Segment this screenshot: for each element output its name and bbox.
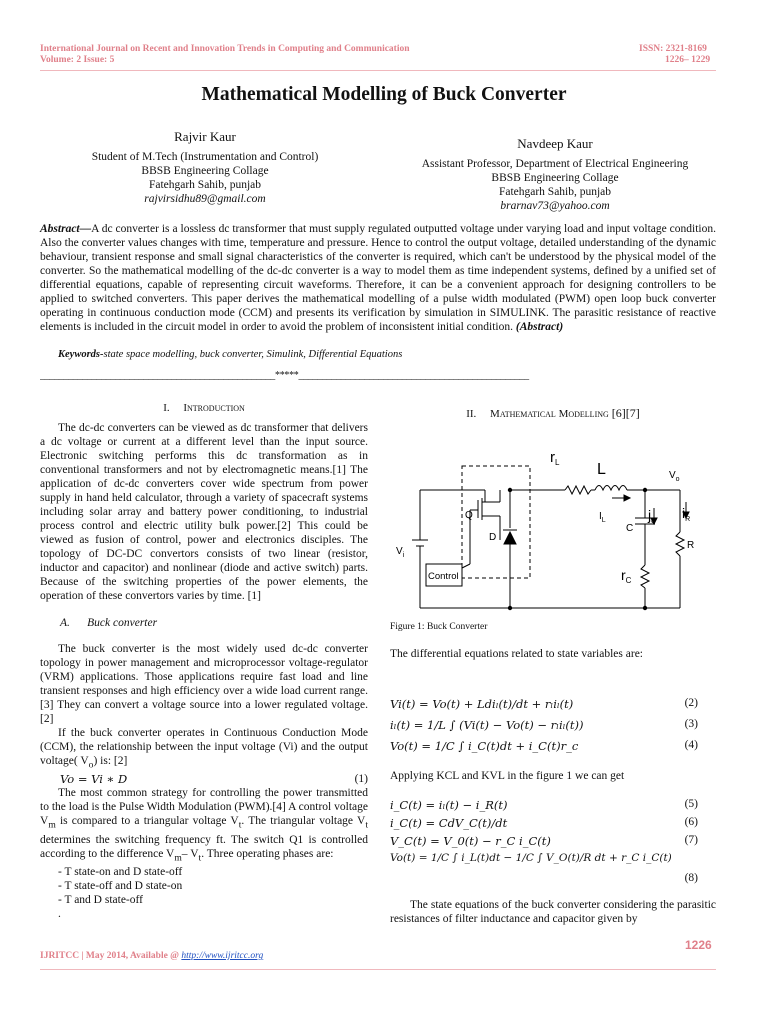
intro-paragraph: The dc-dc converters can be viewed as dc transformer that delivers a dc voltage or current at a different level than the input source. Electronic switching performs this dc transformation as in conventional transformers and not by electromagnetic means.[1] The application of dc-dc converters cover wide spectrum from power supply in hand held calculator, through a variety of spacecraft systems including solar array and battery power conditioning, to industrial process control and electric utility bulk power.[2] This could be viewed as fusion of control, power and electronics disciples. The topology of DC-DC convertors consists of two linear (resistor, inductor and capacitor) and nonlinear (diode and active switch) parts. Because of the switching properties of the power elements, the operation of these convertors varies by time. [1] xyxy=(40,422,368,602)
journal-volume: Volume: 2 Issue: 5 xyxy=(40,55,115,65)
keywords-text: state space modelling, buck converter, Simulink, Differential Equations xyxy=(103,349,403,360)
author-1-line1: Student of M.Tech (Instrumentation and Control) xyxy=(91,151,319,163)
section-2-title: Mathematical Modelling xyxy=(490,408,609,420)
equation-2-num: (2) xyxy=(684,697,698,709)
vi-label: $V_i$ xyxy=(396,546,405,559)
load-r-label: R xyxy=(687,540,695,551)
equation-7-text: V_C(t) = V_0(t) − r_C i_C(t) xyxy=(390,834,551,848)
footer-text xyxy=(40,951,263,961)
author-1-line3: Fatehgarh Sahib, punjab xyxy=(148,179,262,191)
equation-5-num: (5) xyxy=(684,798,698,810)
p3-sub2: t xyxy=(238,819,242,831)
p3-c: . The triangular voltage V xyxy=(241,815,366,828)
buck-paragraph-2-end: ) is: [2] xyxy=(93,755,128,767)
vo-label: $V_o$ xyxy=(669,470,680,483)
author-2-line1: Assistant Professor, Department of Electrical Engineering xyxy=(421,158,689,170)
equation-2-text: Vi(t) = Vo(t) + Ldiₗ(t)/dt + rₗiₗ(t) xyxy=(390,697,574,711)
p3-d: determines the switching frequency ft. The switch Q1 is controlled according to the difference V xyxy=(40,833,368,860)
author-2-name: Navdeep Kaur xyxy=(517,136,593,151)
keywords xyxy=(58,349,402,360)
equation-8-text: Vo(t) = 1/C ∫ i_L(t)dt − 1/C ∫ V_O(t)/R dt + r_C i_C(t) xyxy=(390,852,672,864)
author-2 xyxy=(385,137,725,213)
equation-3-num: (3) xyxy=(684,718,698,730)
equation-8 xyxy=(390,852,698,888)
p3-sub4: m xyxy=(174,851,182,863)
equation-1-num: (1) xyxy=(354,773,368,786)
left-column xyxy=(40,401,368,921)
equation-4 xyxy=(390,739,698,755)
author-2-email: brarnav73@yahoo.com xyxy=(500,200,610,212)
equation-6-text: i_C(t) = CdV_C(t)/dt xyxy=(390,816,508,830)
p3-sub3: t xyxy=(365,819,368,831)
capacitor-label: C xyxy=(626,523,634,534)
section-2-num: II. xyxy=(466,408,477,420)
equation-2 xyxy=(390,697,698,713)
equation-3-text: iₗ(t) = 1/L ∫ (Vi(t) − Vo(t) − rₗiₗ(t)) xyxy=(390,718,584,732)
paper-title: Mathematical Modelling of Buck Converter xyxy=(201,84,567,105)
section-1-title: Introduction xyxy=(183,402,245,414)
p3-sub5: t xyxy=(198,851,202,863)
equation-3 xyxy=(390,718,698,734)
abstract-text: A dc converter is a lossless dc transformer that must supply regulated outputted voltage under varying load and input voltage condition. Also the converter values changes with time, temperature and pressure. Hence to control the output voltage, detailed understanding of the dynamic behaviour, transient response and small signal characteristics of the converter is required, which can't be understood by the physical model of the converter. So the mathematical modelling of the dc-dc converter is a way to model them as time independent systems, defined by a unified set of differential equations, capable of representing circuit waveforms. Therefore, it can be a convenient approach for designing controllers to be applied to switched converters. This paper derives the mathematical modelling of a pulse width modulated (PWM) open loop buck converter operating in continuous conduction mode (CCM) and presents its verification by simulation in SIMULINK. The parasitic resistance of reactive elements is included in the circuit model in order to avoid the problem of inconsistent initial condition. xyxy=(40,223,716,333)
switch-q-label: Q xyxy=(465,510,473,521)
operating-phases-list xyxy=(40,865,368,921)
abstract-separator: __________________________________________________*****_________________________________________________ xyxy=(40,370,529,381)
footer-link[interactable]: http://www.ijritcc.org xyxy=(181,951,264,961)
section-1-heading xyxy=(40,401,368,415)
page-number: 1226 xyxy=(685,938,712,952)
rl-label: $r_L$ xyxy=(550,449,560,467)
ic-label: $j_c$ xyxy=(648,507,655,525)
inductor-label: L xyxy=(597,461,606,478)
abstract-tail: (Abstract) xyxy=(515,321,564,333)
buck-paragraph-3 xyxy=(40,786,368,865)
abstract-label: Abstract— xyxy=(40,223,92,235)
diode-d-label: D xyxy=(489,532,497,543)
rc-label: $r_C$ xyxy=(621,567,632,585)
footer-rule xyxy=(40,969,716,970)
control-block-label: Control xyxy=(428,571,459,582)
abstract xyxy=(40,222,716,334)
journal-pages: 1226– 1229 xyxy=(665,55,711,65)
buck-paragraph-2-text: If the buck converter operates in Continuous Conduction Mode (CCM), the relationship between the input voltage (Vi) and the output voltage( V xyxy=(40,727,368,767)
il-label: $I_L$ xyxy=(599,511,606,524)
equation-5-text: i_C(t) = iₗ(t) − i_R(t) xyxy=(390,798,508,812)
p3-b: is compared to a triangular voltage V xyxy=(55,815,239,828)
figure-caption: Figure 1: Buck Converter xyxy=(390,622,488,632)
equation-8-num: (8) xyxy=(684,872,698,884)
equation-4-text: Vo(t) = 1/C ∫ i_C(t)dt + i_C(t)r_c xyxy=(390,739,579,753)
author-2-line3: Fatehgarh Sahib, punjab xyxy=(498,186,612,198)
p3-e: – V xyxy=(181,847,199,860)
keywords-label: Keywords- xyxy=(58,349,104,360)
equation-1-text: Vo = Vi ∗ D xyxy=(60,772,128,787)
phase-item: - T state-on and D state-off xyxy=(58,865,183,878)
section-2-heading xyxy=(390,406,716,421)
equation-1 xyxy=(40,772,368,786)
subsection-a-heading xyxy=(60,616,368,630)
state-equations-paragraph: The state equations of the buck converter considering the parasitic resistances of filter inductance and capacitor given by xyxy=(390,899,716,925)
phase-item: . xyxy=(58,907,61,920)
equation-7 xyxy=(390,834,698,850)
buck-converter-figure xyxy=(390,440,710,620)
p3-f: . Three operating phases are: xyxy=(201,847,334,860)
footer-label: IJRITCC | May 2014, Available @ xyxy=(40,951,182,961)
author-1-name: Rajvir Kaur xyxy=(174,129,236,144)
phase-item: - T and D state-off xyxy=(58,893,143,906)
subsection-a-label: A. xyxy=(60,617,70,629)
author-1-line2: BBSB Engineering Collage xyxy=(141,165,269,177)
buck-paragraph-1: The buck converter is the most widely used dc-dc converter topology in power management and microprocessor voltage-regulator (VRM) applications. Those applications require fast load and line transient responses and high efficiency over a wide load current range.[3] They can convert a voltage source into a lower regulated voltage. [2] xyxy=(40,643,368,725)
author-1 xyxy=(40,130,370,206)
equation-4-num: (4) xyxy=(684,739,698,751)
buck-paragraph-2-sub: o xyxy=(88,759,94,771)
journal-issn: ISSN: 2321-8169 xyxy=(639,44,707,54)
p3-a: The most common strategy for controlling the power transmitted to the load is the Pulse Width Modulation (PWM).[4] A control voltage V xyxy=(40,787,368,828)
header-rule xyxy=(40,70,716,71)
equation-6-num: (6) xyxy=(684,816,698,828)
p3-sub1: m xyxy=(48,819,56,831)
equation-7-num: (7) xyxy=(684,834,698,846)
author-2-line2: BBSB Engineering Collage xyxy=(491,172,619,184)
subsection-a-title: Buck converter xyxy=(87,617,158,629)
section-1-num: I. xyxy=(163,402,170,414)
phase-item: - T state-off and D state-on xyxy=(58,879,183,892)
journal-name: International Journal on Recent and Innovation Trends in Computing and Communication xyxy=(40,44,410,54)
author-1-email: rajvirsidhu89@gmail.com xyxy=(144,193,266,205)
equation-5 xyxy=(390,798,698,814)
kcl-kvl-text: Applying KCL and KVL in the figure 1 we can get xyxy=(390,770,625,782)
equation-6 xyxy=(390,816,698,832)
state-variables-intro: The differential equations related to state variables are: xyxy=(390,648,643,660)
ir-label: $i_R$ xyxy=(682,505,691,523)
buck-paragraph-2 xyxy=(40,726,368,772)
section-2-refs: [6][7] xyxy=(608,406,640,420)
